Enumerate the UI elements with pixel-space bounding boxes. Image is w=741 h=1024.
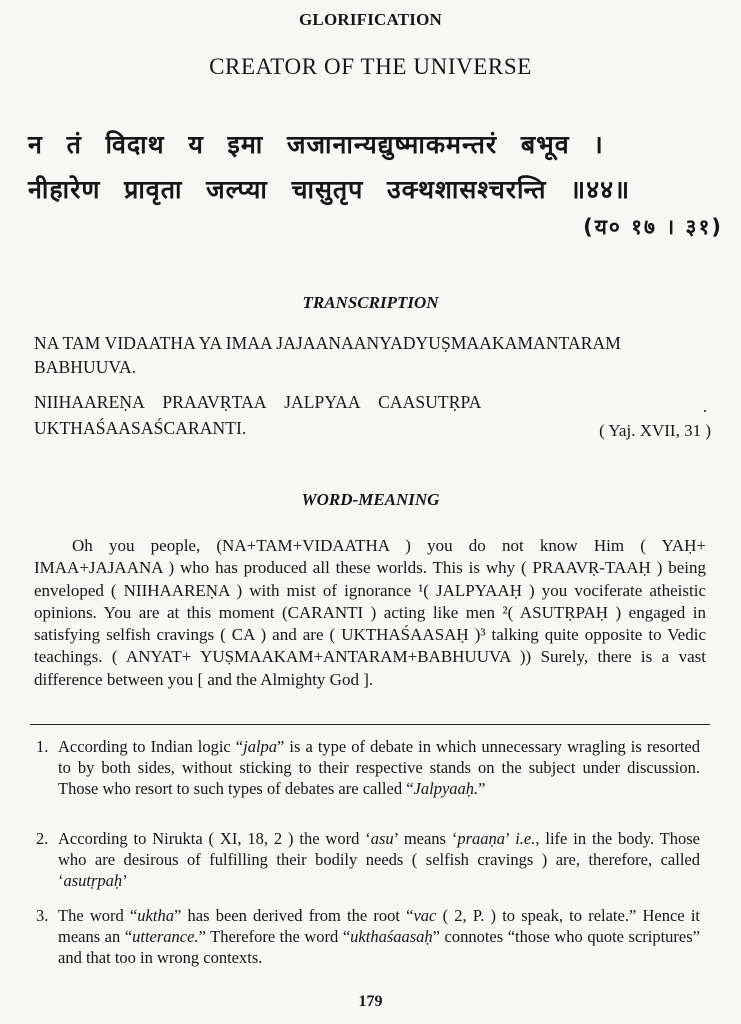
text-run: ” is a type of debate in which unnecessary wragling is resorted to by both sides, without sticking to their respective stands on the subject under discussion. Those who resort to such types of debates are called “: [58, 737, 700, 798]
text-run: ( 2, P. ) to speak, to relate.” Hence it means an “: [58, 906, 700, 946]
transcription-line-2: BABHUUVA.: [34, 357, 137, 377]
footnote-divider: [30, 724, 710, 725]
italic-term: i.e.: [515, 829, 536, 848]
text-run: ’: [505, 829, 516, 848]
text-run: According to Nirukta ( XI, 18, 2 ) the word ‘: [58, 829, 371, 848]
text-run: ’ means ‘: [393, 829, 458, 848]
chapter-heading: GLORIFICATION: [298, 10, 443, 29]
transcription-line-1: NA TAM VIDAATHA YA IMAA JAJAANAANYADYUṢMAAKAMANTARAM: [34, 333, 621, 353]
italic-term: Jalpyaaḥ.: [413, 779, 479, 798]
transcription-line-3: NIIHAAREṆA PRAAVṚTAA JALPYAA CAASUTṚPA: [34, 392, 482, 412]
italic-term: jalpa: [243, 737, 278, 756]
footnote-number: 2.: [36, 829, 49, 848]
text-run: The word “: [58, 906, 138, 925]
footnote-text: [58, 829, 700, 890]
stray-mark: .: [702, 397, 707, 416]
italic-term: asu: [370, 829, 394, 848]
footnote-text: [58, 737, 700, 798]
text-run: ”: [478, 779, 486, 798]
word-meaning-paragraph: Oh you people, (NA+TAM+VIDAATHA ) you do not know Him ( YAḤ+ IMAA+JAJAANA ) who has produced all these worlds. This is why ( PRAAVṚ-TAAḤ ) being enveloped ( NIIHAAREṆA ) with mist of ignorance ¹( JALPYAAḤ ) you vociferate atheistic opinions. You are at this moment (CARANTI ) acting like men ²( ASUTṚPAḤ ) engaged in satisfying selfish cravings ( CA ) and are ( UKTHAŚAASAḤ )³ talking quite opposite to Vedic teachings. ( ANYAT+ YUṢMAAKAM+ANTARAM+BABHUUVA )) Surely, there is a vast difference between you [ and the Almighty God ].: [34, 536, 706, 689]
footnote-1: [34, 736, 700, 799]
transcription-line-4: UKTHAŚAASAŚCARANTI.: [34, 418, 247, 438]
text-run: ” Therefore the word “: [198, 927, 351, 946]
italic-term: asutṛpaḥ: [63, 871, 123, 890]
text-run: ” has been derived from the root “: [173, 906, 414, 925]
italic-term: uktha: [137, 906, 174, 925]
transcription-heading: TRANSCRIPTION: [302, 293, 439, 312]
mantra-reference: (य० १७ । ३१): [583, 215, 723, 239]
text-run: According to Indian logic “: [58, 737, 244, 756]
transcription-reference: ( Yaj. XVII, 31 ): [599, 421, 711, 440]
text-run: ” connotes “those who quote scriptures” and that too in wrong contexts.: [58, 927, 700, 967]
italic-term: ukthaśaasaḥ: [350, 927, 433, 946]
text-run: ’: [122, 871, 128, 890]
mantra-line-1: न तं विदाथ य इमा जजानान्यद्युष्माकमन्तरं बभूव ।: [28, 130, 604, 159]
text-run: , life in the body. Those who are desirous of fulfilling their bodily needs ( selfish cravings ) are, therefore, called ‘: [58, 829, 701, 890]
italic-term: vac: [413, 906, 437, 925]
italic-term: praaṇa: [457, 829, 506, 848]
footnote-number: 1.: [36, 737, 49, 756]
footnote-number: 3.: [36, 906, 49, 925]
footnote-3: [34, 905, 700, 968]
word-meaning-heading: WORD-MEANING: [301, 490, 440, 509]
page-title: CREATOR OF THE UNIVERSE: [209, 54, 532, 79]
footnote-text: [58, 906, 700, 967]
footnote-2: [34, 828, 700, 891]
page-number: 179: [358, 993, 383, 1010]
italic-term: utterance.: [132, 927, 199, 946]
mantra-line-2: नीहारेण प्रावृता जल्प्या चासुतृप उक्थशासश्चरन्ति ॥४४॥: [28, 175, 631, 204]
